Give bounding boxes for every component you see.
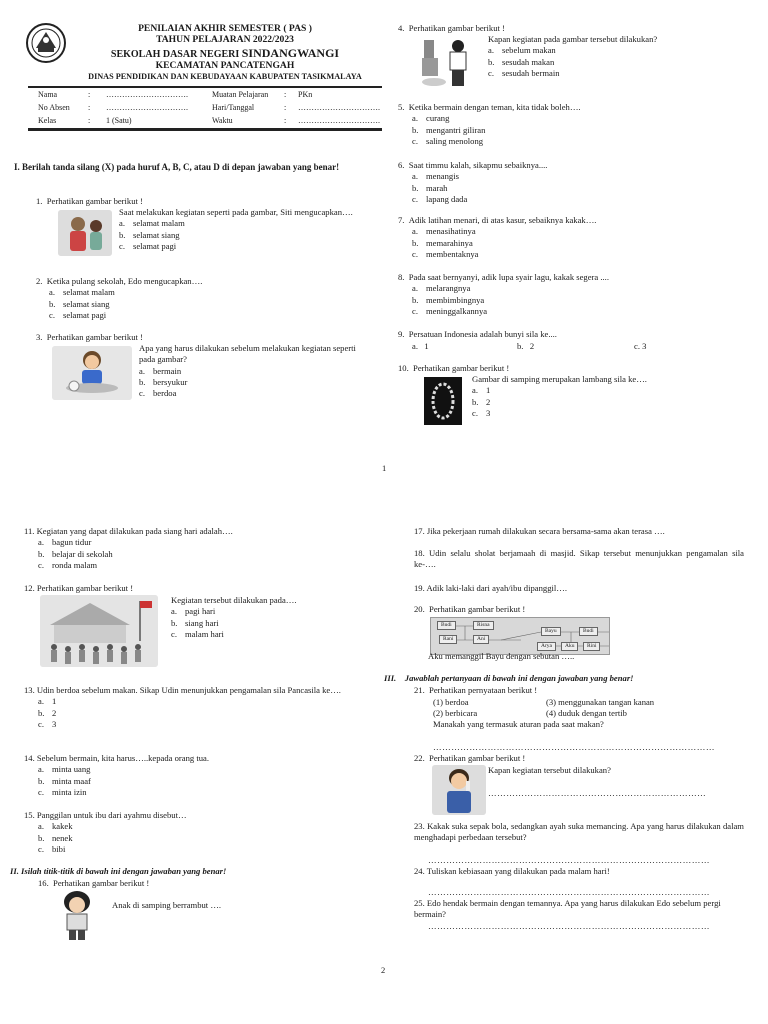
question-1-text: Saat melakukan kegiatan seperti pada gambar, Siti mengucapkan…. a. selamat malam b. selamat siang c. selamat pagi	[119, 207, 371, 252]
q21-statement-4: (4) duduk dengan tertib	[546, 708, 627, 718]
q12-option-c[interactable]: c. malam hari	[171, 629, 224, 640]
q6-option-b[interactable]: b. marah	[412, 182, 448, 193]
q1-option-a[interactable]: a. selamat malam	[119, 218, 185, 229]
question-25: 25. Edo hendak bermain dengan temannya. Apa yang harus dilakukan Edo sebelum pergi bermain?	[414, 898, 721, 920]
question-5: 5. Ketika bermain dengan teman, kita tidak boleh…. a. curang b. mengantri giliran c. saling menolong	[398, 102, 738, 147]
question-21-text: Manakah yang termasuk aturan pada saat makan?	[433, 719, 604, 729]
q22-answer-line[interactable]: ………………………………………………………………	[488, 788, 707, 798]
tree-node: Arya	[537, 642, 556, 651]
q8-option-a[interactable]: a. melarangnya	[412, 283, 471, 294]
q7-option-c[interactable]: c. membentaknya	[412, 249, 479, 260]
q1-option-c[interactable]: c. selamat pagi	[119, 241, 177, 252]
tree-node: Risna	[473, 621, 494, 630]
q8-option-c[interactable]: c. meninggalkannya	[412, 306, 488, 317]
q3-option-a[interactable]: a. bermain	[139, 365, 182, 376]
question-4: 4. Perhatikan gambar berikut !	[398, 23, 505, 33]
q10-option-b[interactable]: b. 2	[472, 396, 491, 407]
header-school: SEKOLAH DASAR NEGERI SINDANGWANGI	[110, 45, 340, 60]
q4-image	[420, 36, 478, 90]
question-4-text: Kapan kegiatan pada gambar tersebut dilakukan? a. sebelum makan b. sesudah makan c. sesudah bermain	[488, 34, 738, 79]
q4-option-b[interactable]: b. sesudah makan	[488, 56, 555, 67]
section-1-instruction: I. Berilah tanda silang (X) pada huruf A, B, C, atau D di depan jawaban yang benar!	[14, 162, 340, 172]
q14-option-a[interactable]: a. minta uang	[38, 764, 91, 775]
q13-option-c[interactable]: c. 3	[38, 719, 57, 730]
q2-option-a[interactable]: a. selamat malam	[49, 287, 115, 298]
question-11: 11. Kegiatan yang dapat dilakukan pada siang hari adalah…. a. bagun tidur b. belajar di sekolah c. ronda malam	[24, 526, 374, 571]
question-18: 18. Udin selalu sholat berjamaah di masjid. Sikap tersebut menunjukkan pengamalan sila ke-….	[414, 548, 744, 570]
q3-image	[52, 346, 132, 400]
q6-option-c[interactable]: c. lapang dada	[412, 194, 468, 205]
q11-option-c[interactable]: c. ronda malam	[38, 560, 98, 571]
question-20: 20. Perhatikan gambar berikut !	[414, 604, 526, 614]
page-number-1: 1	[382, 463, 387, 473]
question-19: 19. Adik laki-laki dari ayah/ibu dipanggil….	[414, 583, 568, 593]
header-year: TAHUN PELAJARAN 2022/2023	[156, 34, 294, 46]
question-24: 24. Tuliskan kebiasaan yang dilakukan pada malam hari!	[414, 866, 610, 876]
question-16: 16. Perhatikan gambar berikut !	[38, 878, 150, 888]
q9-option-a[interactable]: a. 1	[412, 341, 429, 351]
question-20-text: Aku memanggil Bayu dengan sebutan …..	[428, 651, 575, 661]
q3-option-c[interactable]: c. berdoa	[139, 388, 177, 399]
header-department: DINAS PENDIDIKAN DAN KEBUDAYAAN KABUPATEN TASIKMALAYA	[88, 71, 362, 81]
name-field[interactable]: ………………………….	[106, 90, 188, 99]
question-12-text: Kegiatan tersebut dilakukan pada…. a. pagi hari b. siang hari c. malam hari	[171, 595, 371, 640]
tree-node: Aku	[561, 642, 578, 651]
student-info-table: Nama : …………………………. Muatan Pelajaran : PKn No Absen : …………………………. Hari/Tanggal : …………………………. Kelas : 1 (Satu) Waktu : ………………………….	[36, 90, 382, 129]
question-10-text: Gambar di samping merupakan lambang sila ke…. a. 1 b. 2 c. 3	[472, 374, 732, 419]
q6-option-a[interactable]: a. menangis	[412, 171, 459, 182]
q25-answer-line[interactable]: …………………………………………………………………………………	[428, 921, 710, 931]
q10-option-a[interactable]: a. 1	[472, 385, 491, 396]
q21-statement-2: (2) berbicara	[433, 708, 478, 718]
question-23: 23. Kakak suka sepak bola, sedangkan ayah suka memancing. Apa yang harus dilakukan dalam menghadapi perbedaan tersebut?	[414, 821, 744, 843]
tree-node: Budi	[579, 627, 598, 636]
q22-image	[432, 765, 486, 815]
question-9: 9. Persatuan Indonesia adalah bunyi sila ke....	[398, 329, 557, 339]
q13-option-a[interactable]: a. 1	[38, 696, 57, 707]
q5-option-b[interactable]: b. mengantri giliran	[412, 124, 486, 135]
tree-node: Ani	[473, 635, 489, 644]
tree-node: Rini	[583, 642, 600, 651]
header-district: KECAMATAN PANCATENGAH	[155, 60, 295, 72]
q24-answer-line[interactable]: …………………………………………………………………………………	[428, 887, 710, 897]
question-8: 8. Pada saat bernyanyi, adik lupa syair lagu, kakak segera .... a. melarangnya b. membimbingnya c. meninggalkannya	[398, 272, 738, 317]
family-tree-diagram	[430, 617, 610, 655]
question-3-text: Apa yang harus dilakukan sebelum melakukan kegiatan seperti pada gambar? a. bermain b. bersyukur c. berdoa	[139, 343, 369, 400]
q21-statement-3: (3) menggunakan tangan kanan	[546, 697, 655, 707]
q12-image	[40, 595, 158, 667]
q16-image	[58, 890, 96, 942]
question-12: 12. Perhatikan gambar berikut !	[24, 583, 134, 593]
q1-option-b[interactable]: b. selamat siang	[119, 229, 180, 240]
section-3-instruction: III. Jawablah pertanyaan di bawah ini dengan jawaban yang benar!	[384, 673, 634, 683]
question-22: 22. Perhatikan gambar berikut !	[414, 753, 526, 763]
question-16-text: Anak di samping berrambut ….	[112, 900, 222, 910]
q9-option-b[interactable]: b. 2	[517, 341, 535, 351]
question-22-text: Kapan kegiatan tersebut dilakukan?	[488, 765, 611, 775]
question-2: 2. Ketika pulang sekolah, Edo mengucapkan…. a. selamat malam b. selamat siang c. selamat pagi	[36, 276, 372, 321]
q3-option-b[interactable]: b. bersyukur	[139, 377, 188, 388]
header-rule-bottom	[28, 128, 382, 131]
date-field[interactable]: ………………………….	[298, 103, 380, 112]
q11-option-a[interactable]: a. bagun tidur	[38, 537, 92, 548]
q11-option-b[interactable]: b. belajar di sekolah	[38, 548, 113, 559]
tree-node: Budi	[437, 621, 456, 630]
time-field[interactable]: ………………………….	[298, 116, 380, 125]
q14-option-b[interactable]: b. minta maaf	[38, 775, 91, 786]
tree-node: Rani	[439, 635, 457, 644]
q8-option-b[interactable]: b. membimbingnya	[412, 294, 485, 305]
q15-option-a[interactable]: a. kakek	[38, 821, 73, 832]
q4-option-c[interactable]: c. sesudah bermain	[488, 68, 560, 79]
q10-chain-image	[424, 377, 462, 425]
question-13: 13. Udin berdoa sebelum makan. Sikap Udin menunjukkan pengamalan sila Pancasila ke…. a. 1 b. 2 c. 3	[24, 685, 370, 730]
q10-option-c[interactable]: c. 3	[472, 408, 491, 419]
q13-option-b[interactable]: b. 2	[38, 707, 57, 718]
q1-image	[58, 210, 112, 256]
q12-option-a[interactable]: a. pagi hari	[171, 606, 216, 617]
question-10: 10. Perhatikan gambar berikut !	[398, 363, 510, 373]
q7-option-b[interactable]: b. memarahinya	[412, 237, 473, 248]
q15-option-b[interactable]: b. nenek	[38, 832, 73, 843]
question-17: 17. Jika pekerjaan rumah dilakukan secara bersama-sama akan terasa ….	[414, 526, 665, 536]
q9-option-c[interactable]: c. 3	[634, 341, 647, 351]
question-3: 3. Perhatikan gambar berikut !	[36, 332, 143, 342]
q5-option-c[interactable]: c. saling menolong	[412, 136, 484, 147]
question-1: 1. Perhatikan gambar berikut !	[36, 196, 143, 206]
question-14: 14. Sebelum bermain, kita harus…..kepada orang tua. a. minta uang b. minta maaf c. minta izin	[24, 753, 370, 798]
q21-answer-line[interactable]: …………………………………………………………………………………	[433, 742, 715, 752]
exam-header	[60, 23, 390, 81]
section-2-instruction: II. Isilah titik-titik di bawah ini dengan jawaban yang benar!	[10, 866, 227, 876]
question-15: 15. Panggilan untuk ibu dari ayahmu disebut… a. kakek b. nenek c. bibi	[24, 810, 370, 855]
page-number-2: 2	[381, 965, 386, 975]
q7-option-a[interactable]: a. menasihatinya	[412, 226, 476, 237]
tree-node: Bayu	[541, 627, 561, 636]
q21-statement-1: (1) berdoa	[433, 697, 469, 707]
absen-field[interactable]: ………………………….	[106, 103, 188, 112]
question-21: 21. Perhatikan pernyataan berikut !	[414, 685, 538, 695]
q23-answer-line[interactable]: …………………………………………………………………………………	[428, 855, 710, 865]
q14-option-c[interactable]: c. minta izin	[38, 787, 87, 798]
q2-option-c[interactable]: c. selamat pagi	[49, 310, 107, 321]
q2-option-b[interactable]: b. selamat siang	[49, 298, 110, 309]
q15-option-c[interactable]: c. bibi	[38, 844, 66, 855]
q5-option-a[interactable]: a. curang	[412, 113, 450, 124]
q4-option-a[interactable]: a. sebelum makan	[488, 45, 556, 56]
question-6: 6. Saat timmu kalah, sikapmu sebaiknya.... a. menangis b. marah c. lapang dada	[398, 160, 738, 205]
question-7: 7. Adik latihan menari, di atas kasur, sebaiknya kakak…. a. menasihatinya b. memarahinya c. membentaknya	[398, 215, 738, 260]
q12-option-b[interactable]: b. siang hari	[171, 617, 219, 628]
header-rule-top	[28, 86, 382, 88]
header-title: PENILAIAN AKHIR SEMESTER ( PAS )	[138, 23, 312, 34]
